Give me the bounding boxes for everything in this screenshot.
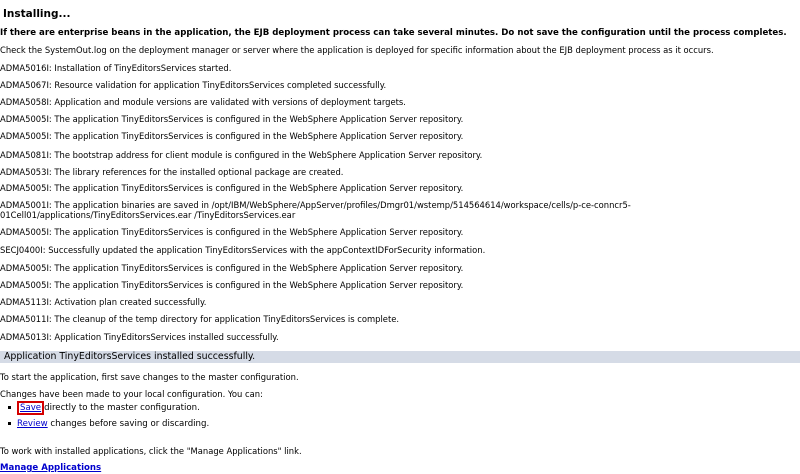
review-link[interactable]: Review (17, 419, 48, 429)
list-item (0, 401, 209, 417)
save-description: directly to the master configuration. (44, 403, 200, 413)
success-banner-text: Application TinyEditorsServices installed successfully. (4, 351, 256, 362)
bullet-icon (8, 422, 11, 425)
list-item (0, 417, 209, 433)
log-message: ADMA5081I: The bootstrap address for client module is configured in the WebSphere Application Server repository. (0, 150, 483, 160)
page-title: Installing... (3, 8, 71, 20)
log-message: ADMA5005I: The application TinyEditorsServices is configured in the WebSphere Application Server repository. (0, 227, 464, 237)
log-message: ADMA5013I: Application TinyEditorsServices installed successfully. (0, 332, 279, 342)
start-note: To start the application, first save changes to the master configuration. (0, 372, 299, 382)
log-message: ADMA5058I: Application and module versions are validated with versions of deployment targets. (0, 97, 406, 107)
success-banner (0, 351, 800, 363)
changes-note: Changes have been made to your local configuration. You can: (0, 389, 263, 399)
log-message: ADMA5113I: Activation plan created successfully. (0, 297, 207, 307)
log-message: ADMA5005I: The application TinyEditorsServices is configured in the WebSphere Application Server repository. (0, 280, 464, 290)
log-message: ADMA5001I: The application binaries are saved in /opt/IBM/WebSphere/AppServer/profiles/Dmgr01/wstemp/514564614/workspace/cells/p-ce-conncr5-01Cell01/applications/TinyEditorsServices.ear /TinyEditorsServices.ear (0, 200, 631, 220)
log-message: ADMA5005I: The application TinyEditorsServices is configured in the WebSphere Application Server repository. (0, 183, 464, 193)
log-message: ADMA5067I: Resource validation for application TinyEditorsServices completed successfully. (0, 80, 387, 90)
log-message: ADMA5016I: Installation of TinyEditorsServices started. (0, 63, 232, 73)
save-actions-list (0, 401, 209, 433)
log-message: ADMA5053I: The library references for the installed optional package are created. (0, 167, 344, 177)
log-message: ADMA5005I: The application TinyEditorsServices is configured in the WebSphere Application Server repository. (0, 263, 464, 273)
ejb-warning: If there are enterprise beans in the application, the EJB deployment process can take several minutes. Do not save the configuration until the process completes. (0, 28, 787, 38)
save-link[interactable]: Save (17, 401, 44, 415)
log-message: Check the SystemOut.log on the deployment manager or server where the application is deployed for specific information about the EJB deployment process as it occurs. (0, 45, 714, 55)
log-message: ADMA5005I: The application TinyEditorsServices is configured in the WebSphere Application Server repository. (0, 131, 464, 141)
log-message: SECJ0400I: Successfully updated the application TinyEditorsServices with the appContextIDForSecurity information. (0, 245, 486, 255)
manage-applications-link[interactable]: Manage Applications (0, 463, 102, 473)
log-message: ADMA5005I: The application TinyEditorsServices is configured in the WebSphere Application Server repository. (0, 114, 464, 124)
review-description: changes before saving or discarding. (50, 419, 210, 429)
bullet-icon (8, 406, 11, 409)
log-message: ADMA5011I: The cleanup of the temp directory for application TinyEditorsServices is complete. (0, 314, 400, 324)
manage-note: To work with installed applications, click the "Manage Applications" link. (0, 446, 302, 456)
